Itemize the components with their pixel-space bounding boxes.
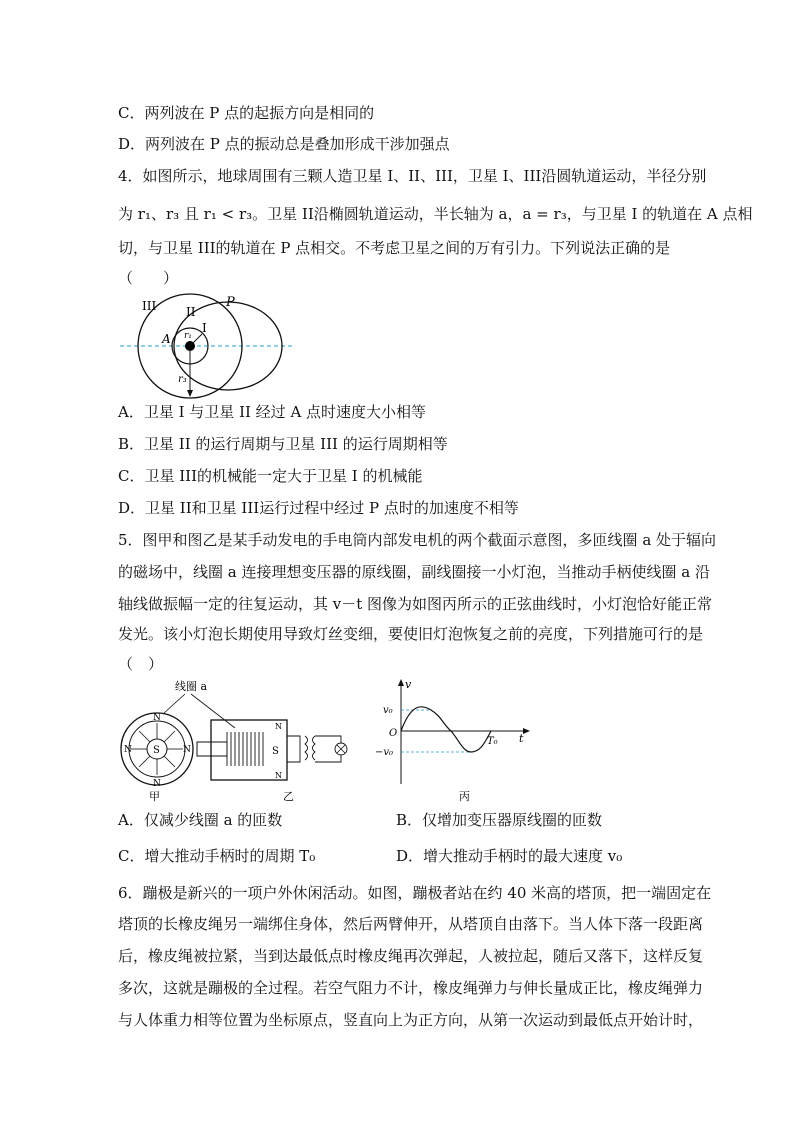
- q5-answer-bracket: （ ）: [118, 655, 164, 673]
- q4-stem-line3: 切，与卫星 III的轨道在 P 点相交。不考虑卫星之间的万有引力。下列说法正确的是: [118, 239, 671, 257]
- q6-stem-line1: 6．蹦极是新兴的一项户外休闲活动。如图，蹦极者站在约 40 米高的塔顶，把一端固定在: [118, 884, 712, 902]
- label-r3: r₃: [178, 374, 187, 385]
- jia-label-n-left: N: [124, 745, 132, 755]
- q5-stem-line2: 的磁场中，线圈 a 连接理想变压器的原线圈，副线圈接一小灯泡，当推动手柄使线圈 a 沿: [118, 563, 710, 581]
- q5-generator-figure: [115, 676, 355, 806]
- q5-vt-graph: [375, 676, 535, 806]
- coil-pointer-left: [163, 694, 185, 714]
- q5-stem-line1: 5．图甲和图乙是某手动发电的手电筒内部发电机的两个截面示意图，多匝线圈 a 处于辐向: [118, 531, 717, 549]
- label-neg-v0: −v₀: [375, 747, 394, 758]
- q6-stem-line3: 后，橡皮绳被拉紧，当到达最低点时橡皮绳再次弹起，人被拉起，随后又落下，这样反复: [118, 947, 704, 965]
- q4-stem-line2: 为 r₁、r₃ 且 r₁ < r₃。卫星 II沿椭圆轨道运动，半长轴为 a，a = r₃，与卫星 I 的轨道在 A 点相: [118, 205, 753, 223]
- bing-caption: 丙: [459, 790, 470, 803]
- transformer-coils: [305, 736, 315, 760]
- q4-option-d: D．卫星 II和卫星 III运行过程中经过 P 点时的加速度不相等: [118, 499, 519, 517]
- label-v: v: [405, 678, 412, 691]
- q5-stem-line3: 轴线做振幅一定的往复运动，其 v－t 图像为如图丙所示的正弦曲线时，小灯泡恰好能正常: [118, 595, 713, 613]
- wire-to-transformer: [287, 736, 300, 762]
- sine-curve: [401, 707, 491, 752]
- r3-arrow: [187, 390, 193, 397]
- yi-handle: [197, 742, 227, 756]
- q5-option-d: D．增大推动手柄时的最大速度 v₀: [396, 847, 623, 865]
- q3-option-c: C．两列波在 P 点的起振方向是相同的: [118, 104, 375, 122]
- label-iii: III: [142, 299, 157, 313]
- jia-caption: 甲: [149, 790, 160, 803]
- label-r1: r₁: [184, 331, 192, 341]
- q4-option-c: C．卫星 III的机械能一定大于卫星 I 的机械能: [118, 467, 423, 485]
- label-origin: O: [389, 728, 398, 739]
- coil-pointer-right: [191, 694, 235, 728]
- label-t0: T₀: [487, 736, 498, 747]
- q5-option-b: B．仅增加变压器原线圈的匝数: [396, 811, 603, 829]
- q6-stem-line4: 多次，这就是蹦极的全过程。若空气阻力不计，橡皮绳弹力与伸长量成正比，橡皮绳弹力: [118, 979, 704, 997]
- q6-stem-line5: 与人体重力相等位置为坐标原点，竖直向上为正方向，从第一次运动到最低点开始计时，: [118, 1011, 704, 1029]
- jia-label-n-top: N: [153, 713, 161, 723]
- coil-label: 线圈 a: [175, 680, 208, 693]
- label-v0: v₀: [383, 705, 393, 716]
- label-i: I: [202, 321, 207, 335]
- jia-label-n-bottom: N: [153, 779, 161, 789]
- q4-orbit-figure: [110, 290, 300, 400]
- label-p: P: [226, 295, 235, 310]
- q4-option-b: B．卫星 II 的运行周期与卫星 III 的运行周期相等: [118, 435, 448, 453]
- q4-answer-bracket: （ ）: [118, 269, 179, 287]
- yi-label-s: S: [272, 746, 279, 757]
- yi-coil-windings: [227, 732, 263, 766]
- q4-option-a: A．卫星 I 与卫星 II 经过 A 点时速度大小相等: [118, 403, 427, 421]
- jia-label-s: S: [153, 745, 160, 756]
- q3-option-d: D．两列波在 P 点的振动总是叠加形成干涉加强点: [118, 135, 450, 153]
- q6-stem-line2: 塔顶的长橡皮绳另一端绑住身体，然后两臂伸开，从塔顶自由落下。当人体下落一段距离: [118, 915, 704, 933]
- yi-caption: 乙: [283, 790, 294, 803]
- yi-label-n-top: N: [275, 722, 282, 731]
- label-ii: II: [186, 305, 196, 319]
- q5-option-c: C．增大推动手柄时的周期 T₀: [118, 847, 316, 865]
- q5-stem-line4: 发光。该小灯泡长期使用导致灯丝变细，要使旧灯泡恢复之前的亮度，下列措施可行的是: [118, 625, 704, 643]
- yi-label-n-bottom: N: [275, 771, 282, 780]
- label-t: t: [519, 732, 524, 745]
- jia-label-n-right: N: [183, 745, 191, 755]
- q4-stem-line1: 4．如图所示，地球周围有三颗人造卫星 I、II、III，卫星 I、III沿圆轨道运动，半径分别: [118, 167, 707, 185]
- label-a: A: [162, 332, 171, 346]
- q5-option-a: A．仅减少线圈 a 的匝数: [118, 811, 283, 829]
